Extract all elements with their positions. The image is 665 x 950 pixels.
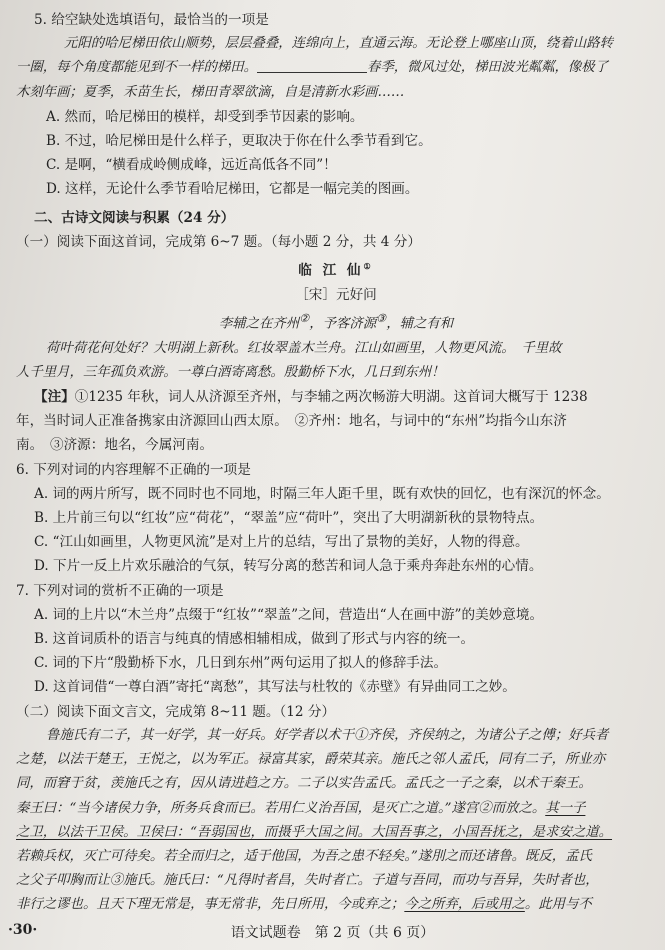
classical-text-line: 之楚，以法干楚王，王悦之，以为军正。禄富其家，爵荣其亲。施氏之邻人孟氏，同有二子，所业亦 xyxy=(16,752,606,768)
page-number: ·30· xyxy=(8,922,38,938)
poem-preface xyxy=(16,307,656,337)
q7-option-b: B. 这首词质朴的语言与纯真的情感相辅相成，做到了形式与内容的统一。 xyxy=(34,631,475,648)
q5-option-b: B. 不过，哈尼梯田是什么样子，更取决于你在什么季节看到它。 xyxy=(46,133,432,150)
subsection-heading: （一）阅读下面这首词，完成第 6~7 题。（每小题 2 分，共 4 分） xyxy=(16,233,421,250)
q5-passage-line: 元阳的哈尼梯田依山顺势，层层叠叠，连绵向上，直通云海。无论登上哪座山顶，绕着山路转 xyxy=(64,36,614,52)
q5-passage-text: 一圈，每个角度都能见到不一样的梯田。 xyxy=(16,60,258,76)
q5-blank xyxy=(257,58,367,73)
note-label: 【注】 xyxy=(34,389,75,406)
q5-option-c: C. 是啊，“横看成岭侧成峰，远近高低各不同”！ xyxy=(46,157,337,174)
poem-title-text: 临 江 仙 xyxy=(298,262,364,279)
footnote-marker: ③ xyxy=(376,311,387,325)
q6-option-b: B. 上片前三句以“红妆”应“荷花”，“翠盖”应“荷叶”，突出了大明湖新秋的景物特点。 xyxy=(34,510,544,527)
poem-note-line: 年，当时词人正准备携家由济源回山西太原。 ②齐州：地名，与词中的“东州”均指今山东济 xyxy=(16,413,567,430)
q6-option-d: D. 下片一反上片欢乐融洽的气氛，转写分离的愁苦和词人急于乘舟奔赴东州的心情。 xyxy=(34,558,543,575)
q5-passage-line: 木刻年画；夏季，禾苗生长，梯田青翠欲滴，自是清新水彩画…… xyxy=(16,84,405,100)
q6-stem: 6. 下列对词的内容理解不正确的一项是 xyxy=(16,461,251,478)
subsection-heading: （二）阅读下面文言文，完成第 8~11 题。（12 分） xyxy=(16,703,336,720)
q7-option-d: D. 这首词借“一尊白酒”寄托“离愁”，其写法与杜牧的《赤壁》有异曲同工之妙。 xyxy=(34,679,516,696)
poem-line: 荷叶荷花何处好？大明湖上新秋。红妆翠盖木兰舟。江山如画里，人物更风流。 千里故 xyxy=(46,340,562,356)
section-heading: 二、古诗文阅读与积累（24 分） xyxy=(34,209,235,226)
q7-option-c: C. 词的下片“殷勤桥下水，几日到东州”两句运用了拟人的修辞手法。 xyxy=(34,655,448,672)
footnote-marker: ① xyxy=(363,261,374,272)
poem-note-line: 南。 ③济源：地名，今属河南。 xyxy=(16,437,214,454)
q5-passage-line xyxy=(16,56,656,80)
classical-text-line: 若赖兵权，灭亡可待矣。若全而归之，适于他国，为吾之患不轻矣。”遂刖之而还诸鲁。既反，孟氏 xyxy=(16,848,592,864)
classical-text: 非行之谬也。且天下理无常是，事无常非，先日所用，今或弃之； xyxy=(16,897,405,913)
q6-option-a: A. 词的两片所写，既不同时也不同地，时隔三年人距千里，既有欢快的回忆，也有深沉的怀念。 xyxy=(34,485,610,502)
q5-option-d: D. 这样，无论什么季节看哈尼梯田，它都是一幅完美的图画。 xyxy=(46,181,419,198)
poem-note xyxy=(16,385,656,409)
classical-text-line: 同，而窘于贫，羡施氏之有，因从请进趋之方。二子以实告孟氏。孟氏之一子之秦，以术干秦王。 xyxy=(16,776,592,792)
q7-stem: 7. 下列对词的赏析不正确的一项是 xyxy=(16,582,224,599)
q5-option-a: A. 然而，哈尼梯田的模样，却受到季节因素的影响。 xyxy=(46,108,364,125)
page-content xyxy=(16,8,656,918)
underlined-sentence: 其一子 xyxy=(545,800,586,816)
classical-text-line xyxy=(16,893,656,917)
classical-text-line: 之卫，以法干卫侯。卫侯曰：“吾弱国也，而摄乎大国之间。大国吾事之，小国吾抚之，是求安之道。 xyxy=(16,824,613,840)
q6-option-c: C. “江山如画里，人物更风流”是对上片的总结，写出了景物的美好，人物的得意。 xyxy=(34,534,529,551)
q5-passage-text: 春季，微风过处，梯田波光粼粼，像极了 xyxy=(367,60,609,76)
q5-stem: 5. 给空缺处选填语句，最恰当的一项是 xyxy=(34,12,269,28)
underlined-sentence: 今之所弃，后或用之 xyxy=(404,897,525,913)
footnote-marker: ② xyxy=(299,311,310,325)
classical-text-line xyxy=(16,797,656,821)
page-footer xyxy=(0,920,665,944)
classical-text-line: 之父子叩胸而让③施氏。施氏曰：“凡得时者昌，失时者亡。子道与吾同，而功与吾异，失时者也， xyxy=(16,873,599,889)
poem-title xyxy=(16,254,656,283)
classical-text-line: 鲁施氏有二子，其一好学，其一好兵。好学者以术干①齐侯，齐侯纳之，为诸公子之傅；好兵者 xyxy=(46,727,609,743)
poem-preface-text: ，予客济源 xyxy=(309,316,377,332)
poem-author: ［宋］元好问 xyxy=(295,286,377,303)
poem-preface-text: 李辅之在齐州 xyxy=(218,316,300,332)
note-text: ①1235 年秋，词人从济源至齐州，与李辅之两次畅游大明湖。这首词大概写于 1238 xyxy=(74,389,588,406)
classical-text: 秦王曰：“当今诸侯力争，所务兵食而已。若用仁义治吾国，是灭亡之道。”遂宫②而放之。 xyxy=(16,800,546,816)
poem-line: 人千里月，三年孤负欢游。一尊白酒寄离愁。殷勤桥下水，几日到东州！ xyxy=(16,364,445,380)
poem-preface-text: ，辅之有和 xyxy=(386,316,454,332)
classical-text: 。此用与不 xyxy=(524,897,592,913)
footer-text: 语文试题卷 第 2 页（共 6 页） xyxy=(230,925,435,941)
q7-option-a: A. 词的上片以“木兰舟”点缀于“红妆”“翠盖”之间，营造出“人在画中游”的美妙意境。 xyxy=(34,606,544,623)
